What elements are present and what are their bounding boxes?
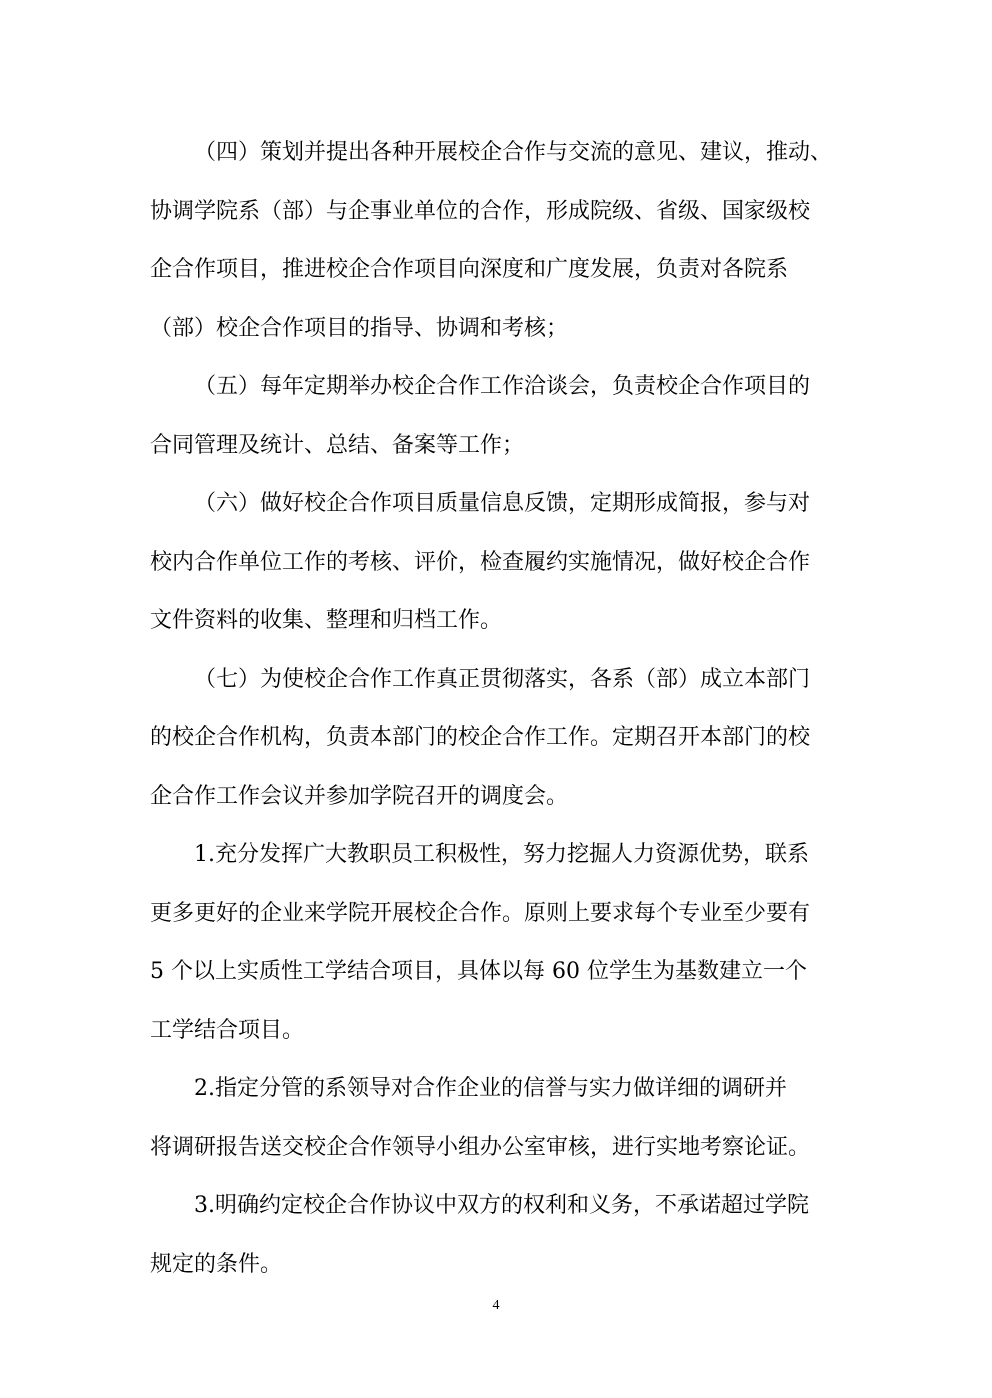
text-line: 3.明确约定校企合作协议中双方的权利和义务，不承诺超过学院 xyxy=(194,1193,809,1218)
text-line: （六）做好校企合作项目质量信息反馈，定期形成简报，参与对 xyxy=(194,491,811,516)
text-line: 校内合作单位工作的考核、评价，检查履约实施情况，做好校企合作 xyxy=(150,549,811,575)
text-line: 将调研报告送交校企合作领导小组办公室审核，进行实地考察论证。 xyxy=(150,1134,811,1160)
text-line: （部）校企合作项目的指导、协调和考核； xyxy=(150,315,569,341)
document-body xyxy=(150,124,850,1294)
text-line: （五）每年定期举办校企合作工作洽谈会，负责校企合作项目的 xyxy=(194,374,811,399)
paragraph-item-7 xyxy=(150,651,850,827)
text-line: 文件资料的收集、整理和归档工作。 xyxy=(150,608,503,633)
text-line: 协调学院系（部）与企事业单位的合作，形成院级、省级、国家级校 xyxy=(150,198,811,224)
text-line: 1.充分发挥广大教职员工积极性，努力挖掘人力资源优势，联系 xyxy=(194,842,809,867)
paragraph-sub-3 xyxy=(150,1177,850,1294)
text-line: 规定的条件。 xyxy=(150,1251,283,1277)
paragraph-sub-1 xyxy=(150,826,850,1060)
paragraph-sub-2 xyxy=(150,1060,850,1177)
text-line: 企合作项目，推进校企合作项目向深度和广度发展，负责对各院系 xyxy=(150,257,789,282)
text-line: 的校企合作机构，负责本部门的校企合作工作。定期召开本部门的校 xyxy=(150,725,811,750)
text-line: 合同管理及统计、总结、备案等工作； xyxy=(150,432,525,458)
text-line: （七）为使校企合作工作真正贯彻落实，各系（部）成立本部门 xyxy=(194,666,811,692)
text-line: 2.指定分管的系领导对合作企业的信誉与实力做详细的调研并 xyxy=(194,1076,787,1101)
paragraph-item-5 xyxy=(150,358,850,475)
text-line: 企合作工作会议并参加学院召开的调度会。 xyxy=(150,783,569,809)
page-number: 4 xyxy=(492,1298,500,1313)
paragraph-item-6 xyxy=(150,475,850,651)
text-line: 工学结合项目。 xyxy=(150,1017,305,1043)
text-line: 5 个以上实质性工学结合项目，具体以每 60 位学生为基数建立一个 xyxy=(150,959,807,984)
text-line: 更多更好的企业来学院开展校企合作。原则上要求每个专业至少要有 xyxy=(150,900,811,926)
paragraph-item-4 xyxy=(150,124,850,358)
text-line: （四）策划并提出各种开展校企合作与交流的意见、建议，推动、 xyxy=(194,140,833,165)
